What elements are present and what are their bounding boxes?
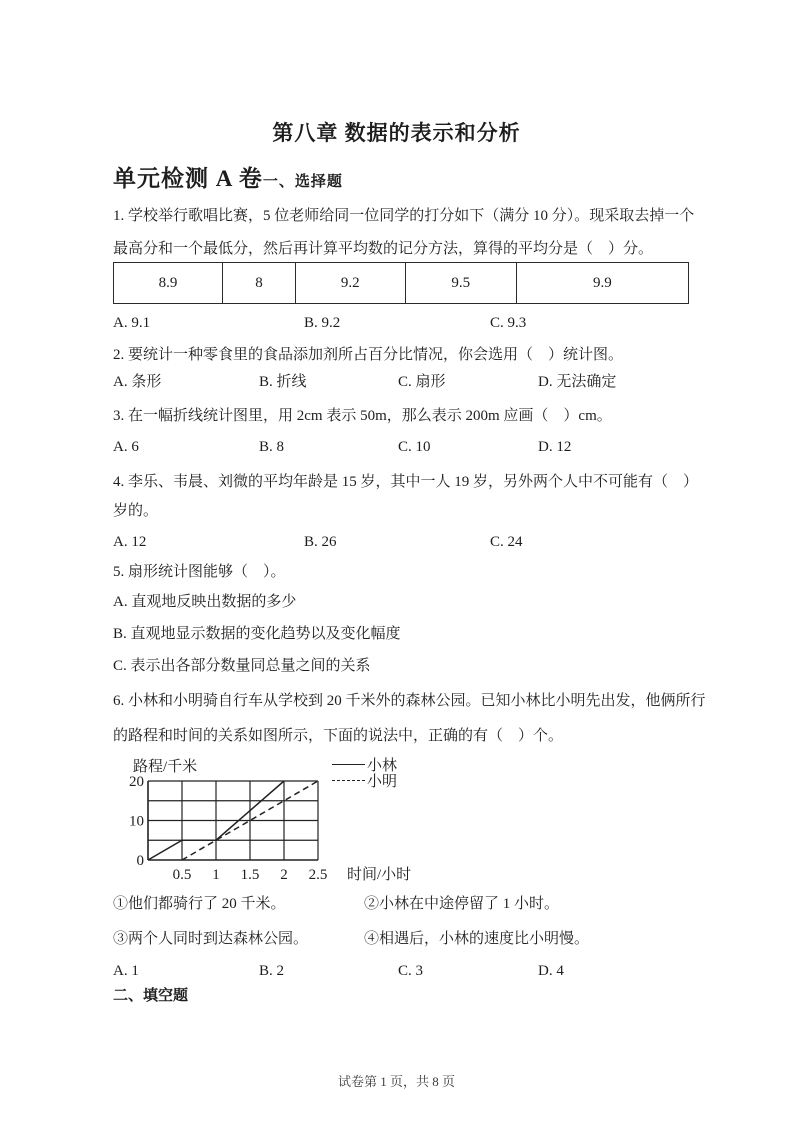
q2-option-c: C. 扇形 <box>398 374 446 390</box>
q5-text: 5. 扇形统计图能够（ ）。 <box>113 564 286 580</box>
q1-option-c: C. 9.3 <box>490 315 527 331</box>
svg-text:时间/小时: 时间/小时 <box>347 867 412 883</box>
q3-option-a: A. 6 <box>113 439 139 455</box>
svg-text:1: 1 <box>212 867 220 883</box>
legend-item-dashed <box>332 772 397 788</box>
q4-option-c: C. 24 <box>490 534 523 550</box>
q6-statement-4: ④相遇后，小林的速度比小明慢。 <box>364 931 590 947</box>
unit-title: 单元检测 A 卷 <box>113 166 263 191</box>
q2-option-d: D. 无法确定 <box>538 374 617 390</box>
line-chart-plot <box>113 755 453 887</box>
score-cell: 8 <box>223 263 296 303</box>
q6-text-line1: 6. 小林和小明骑自行车从学校到 20 千米外的森林公园。已知小林比小明先出发，他俩所行 <box>113 693 706 709</box>
q1-score-table <box>113 262 689 304</box>
q1-text-line2: 最高分和一个最低分，然后再计算平均数的记分方法，算得的平均分是（ ）分。 <box>113 241 654 257</box>
legend-label: 小明 <box>367 773 398 790</box>
page-footer: 试卷第 1 页，共 8 页 <box>337 1074 455 1089</box>
q1-text-line1: 1. 学校举行歌唱比赛，5 位老师给同一位同学的打分如下（满分 10 分）。现采取去掉一个 <box>113 208 695 224</box>
page-title: 第八章 数据的表示和分析 <box>272 121 521 145</box>
q6-option-b: B. 2 <box>259 963 285 979</box>
svg-text:2: 2 <box>280 867 288 883</box>
q6-statement-3: ③两个人同时到达森林公园。 <box>113 931 309 947</box>
q2-text: 2. 要统计一种零食里的食品添加剂所占百分比情况，你会选用（ ）统计图。 <box>113 347 624 363</box>
q2-option-a: A. 条形 <box>113 374 162 390</box>
q4-option-a: A. 12 <box>113 534 147 550</box>
q6-option-c: C. 3 <box>398 963 424 979</box>
q5-option-c: C. 表示出各部分数量同总量之间的关系 <box>113 658 371 674</box>
q6-text-line2: 的路程和时间的关系如图所示，下面的说法中，正确的有（ ）个。 <box>113 728 564 744</box>
solid-line-sample <box>332 764 365 765</box>
q3-option-d: D. 12 <box>538 439 572 455</box>
legend-label: 小林 <box>367 757 398 774</box>
dashed-line-sample <box>332 780 365 781</box>
q6-option-d: D. 4 <box>538 963 564 979</box>
score-cell: 8.9 <box>114 263 223 303</box>
svg-text:0: 0 <box>136 853 144 869</box>
q1-option-a: A. 9.1 <box>113 315 151 331</box>
score-cell: 9.5 <box>406 263 517 303</box>
q3-text: 3. 在一幅折线统计图里，用 2cm 表示 50m，那么表示 200m 应画（ ）cm。 <box>113 408 612 424</box>
q6-statement-2: ②小林在中途停留了 1 小时。 <box>364 896 560 912</box>
svg-text:0.5: 0.5 <box>172 867 192 883</box>
section-1-heading: 一、选择题 <box>262 174 343 190</box>
chart-legend <box>332 756 397 788</box>
score-cell: 9.2 <box>296 263 406 303</box>
q4-text-line1: 4. 李乐、韦晨、刘微的平均年龄是 15 岁，其中一人 19 岁，另外两个人中不可能有（ ） <box>113 474 699 490</box>
q5-option-a: A. 直观地反映出数据的多少 <box>113 594 297 610</box>
q6-statement-1: ①他们都骑行了 20 千米。 <box>113 896 286 912</box>
score-cell: 9.9 <box>593 274 612 291</box>
q3-option-b: B. 8 <box>259 439 285 455</box>
section-2-heading: 二、填空题 <box>113 988 189 1004</box>
q2-option-b: B. 折线 <box>259 374 307 390</box>
q3-option-c: C. 10 <box>398 439 431 455</box>
svg-text:10: 10 <box>129 813 144 830</box>
unit-header <box>113 160 343 193</box>
chart-y-axis-label: 路程/千米 <box>133 759 198 775</box>
q4-text-line2: 岁的。 <box>113 503 159 519</box>
q1-option-b: B. 9.2 <box>304 315 341 331</box>
q5-option-b: B. 直观地显示数据的变化趋势以及变化幅度 <box>113 626 401 642</box>
distance-time-chart <box>113 755 690 887</box>
svg-text:20: 20 <box>129 774 144 790</box>
svg-text:1.5: 1.5 <box>240 867 260 883</box>
q6-option-a: A. 1 <box>113 963 139 979</box>
q4-option-b: B. 26 <box>304 534 337 550</box>
svg-text:2.5: 2.5 <box>308 867 328 883</box>
